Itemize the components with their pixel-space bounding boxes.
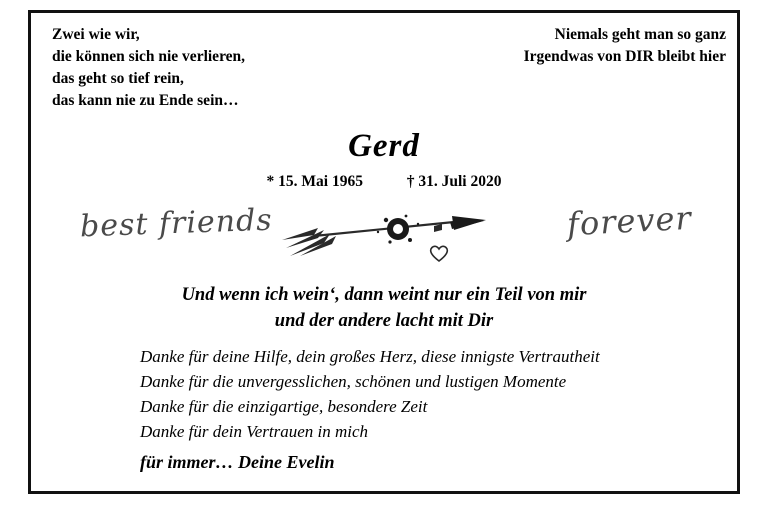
- thanks-block: [140, 344, 600, 444]
- verse-left-line-2: die können sich nie verlieren,: [52, 48, 246, 65]
- verse-right-line-2: Irgendwas von DIR bleibt hier: [523, 48, 726, 65]
- thanks-line-1: Danke für deine Hilfe, dein großes Herz, diese innigste Vertrautheit: [140, 347, 600, 366]
- card-content: [28, 10, 740, 494]
- couplet-line-2: und der andere lacht mit Dir: [274, 311, 494, 331]
- verse-right-line-1: Niemals geht man so ganz: [554, 26, 726, 43]
- life-dates: [28, 173, 740, 191]
- couplet: [28, 282, 740, 334]
- thanks-line-3: Danke für die einzigartige, besondere Zeit: [140, 397, 428, 416]
- signature: für immer… Deine Evelin: [140, 452, 335, 472]
- thanks-line-4: Danke für dein Vertrauen in mich: [140, 422, 369, 441]
- couplet-line-1: Und wenn ich wein‘, dann weint nur ein Teil von mir: [181, 285, 587, 305]
- birth-date: * 15. Mai 1965: [266, 173, 363, 190]
- verse-left-line-3: das geht so tief rein,: [52, 70, 184, 87]
- deceased-name: Gerd: [348, 128, 420, 164]
- script-text-left: best friends: [79, 202, 274, 245]
- verse-left: [52, 24, 245, 112]
- verse-left-line-1: Zwei wie wir,: [52, 26, 140, 43]
- arrow-ornament-icon: [274, 196, 494, 266]
- thanks-line-2: Danke für die unvergesslichen, schönen und lustigen Momente: [140, 372, 567, 391]
- heart-icon: [428, 242, 450, 264]
- verse-right: [524, 24, 726, 68]
- script-text-right: forever: [566, 198, 693, 244]
- verse-left-line-4: das kann nie zu Ende sein…: [52, 92, 239, 109]
- death-date: † 31. Juli 2020: [406, 173, 502, 190]
